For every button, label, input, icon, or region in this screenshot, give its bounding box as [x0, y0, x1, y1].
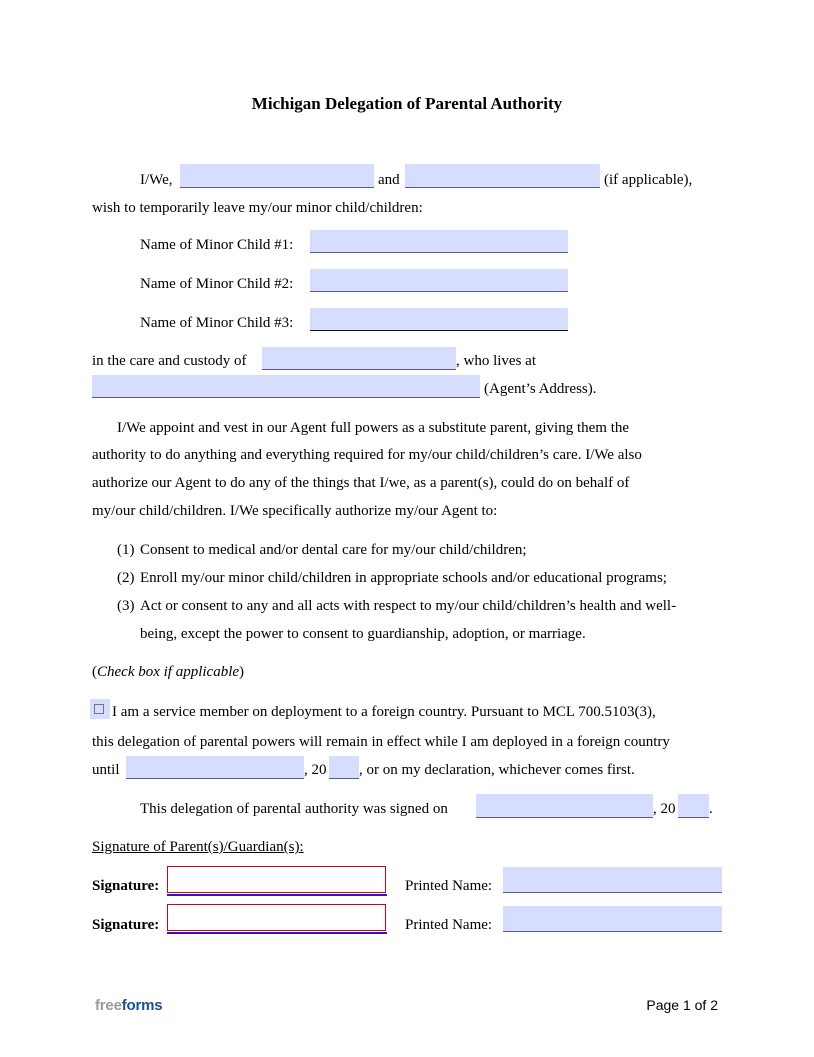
paragraph-line: authority to do anything and everything required for my/our child/children’s care. I/We also	[92, 447, 642, 463]
signature-field-1[interactable]	[167, 866, 386, 893]
logo-forms: forms	[121, 997, 163, 1014]
intro-line2: wish to temporarily leave my/our minor child/children:	[92, 200, 423, 216]
printed-name-field-1[interactable]	[503, 867, 722, 893]
document-title: Michigan Delegation of Parental Authority	[251, 94, 563, 113]
power-number: (3)	[117, 598, 135, 614]
signed-date-field[interactable]	[476, 794, 653, 818]
power-text: Enroll my/our minor child/children in appropriate schools and/or educational programs;	[140, 570, 667, 586]
service-until: until	[92, 762, 120, 778]
agent-prefix: in the care and custody of	[92, 353, 247, 369]
service-comma20: , 20	[304, 762, 327, 778]
signatures-heading: Signature of Parent(s)/Guardian(s):	[92, 839, 304, 855]
checkbox-square-icon	[94, 704, 104, 714]
check-note-open: (	[92, 664, 97, 680]
signature-field-2[interactable]	[167, 904, 386, 931]
service-member-checkbox[interactable]	[90, 699, 110, 719]
printed-name-label: Printed Name:	[405, 878, 493, 894]
agent-address-field[interactable]	[92, 375, 480, 398]
check-note-text: Check box if applicable	[97, 664, 240, 680]
child1-name-field[interactable]	[310, 230, 568, 253]
agent-address-suffix: (Agent’s Address).	[484, 381, 597, 397]
signature-label: Signature:	[92, 878, 160, 894]
paragraph-line: my/our child/children. I/We specifically authorize my/our Agent to:	[92, 503, 498, 519]
logo-free: free	[95, 997, 122, 1014]
child1-label: Name of Minor Child #1:	[140, 237, 294, 253]
parent1-name-field[interactable]	[180, 164, 374, 188]
agent-middle: , who lives at	[456, 353, 536, 369]
intro-and: and	[378, 172, 400, 188]
agent-name-field[interactable]	[262, 347, 456, 370]
signed-period: .	[709, 801, 713, 817]
service-line1: I am a service member on deployment to a foreign country. Pursuant to MCL 700.5103(3),	[112, 704, 656, 720]
power-text: Consent to medical and/or dental care for my/our child/children;	[140, 542, 527, 558]
parent2-name-field[interactable]	[405, 164, 600, 188]
check-note-close: )	[239, 664, 245, 680]
signed-year-field[interactable]	[678, 794, 709, 818]
printed-name-field-2[interactable]	[503, 906, 722, 932]
child2-label: Name of Minor Child #2:	[140, 276, 294, 292]
paragraph-line: I/We appoint and vest in our Agent full powers as a substitute parent, giving them the	[117, 420, 630, 436]
signature-label: Signature:	[92, 917, 160, 933]
service-suffix: , or on my declaration, whichever comes first.	[359, 762, 635, 778]
page-number: Page 1 of 2	[646, 997, 718, 1013]
child3-label: Name of Minor Child #3:	[140, 315, 294, 331]
intro-suffix: (if applicable),	[604, 172, 693, 188]
signed-prefix: This delegation of parental authority was signed on	[140, 801, 448, 817]
paragraph-line: authorize our Agent to do any of the things that I/we, as a parent(s), could do on behalf of	[92, 475, 630, 491]
printed-name-label: Printed Name:	[405, 917, 493, 933]
power-number: (1)	[117, 542, 135, 558]
deployment-end-year-field[interactable]	[329, 756, 359, 779]
service-line2: this delegation of parental powers will remain in effect while I am deployed in a foreign country	[92, 734, 670, 750]
power-text: Act or consent to any and all acts with respect to my/our child/children’s health and well-	[140, 598, 677, 614]
power-text-continued: being, except the power to consent to guardianship, adoption, or marriage.	[140, 626, 586, 642]
freeforms-logo	[95, 997, 162, 1014]
signed-comma20: , 20	[653, 801, 676, 817]
intro-prefix: I/We,	[140, 172, 173, 188]
power-number: (2)	[117, 570, 135, 586]
child3-name-field[interactable]	[310, 308, 568, 331]
child2-name-field[interactable]	[310, 269, 568, 292]
deployment-end-date-field[interactable]	[126, 756, 304, 779]
check-note	[92, 663, 244, 681]
